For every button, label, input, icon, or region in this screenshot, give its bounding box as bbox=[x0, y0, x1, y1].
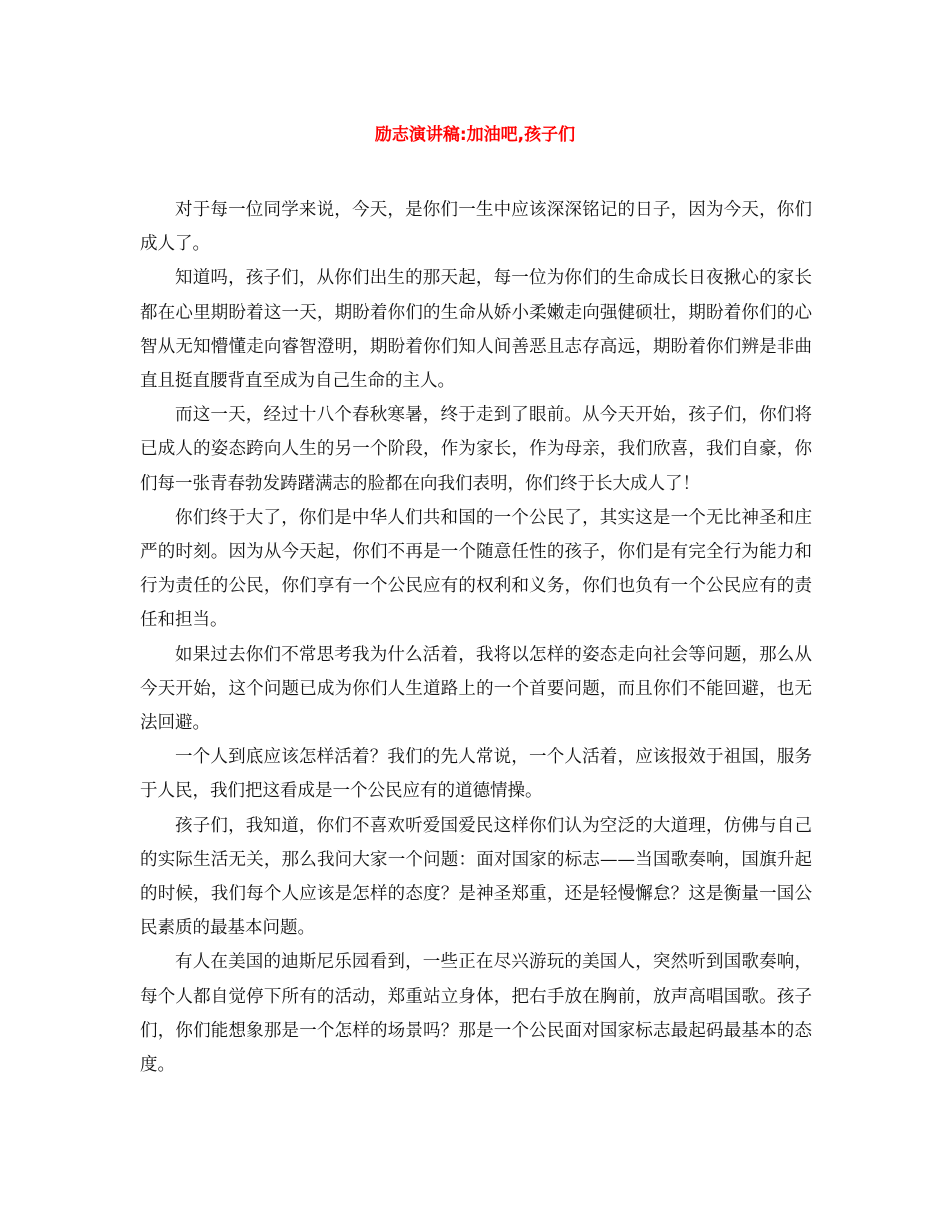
paragraph-8: 有人在美国的迪斯尼乐园看到，一些正在尽兴游玩的美国人，突然听到国歌奏响，每个人都自觉停下所有的活动，郑重站立身体，把右手放在胸前，放声高唱国歌。孩子们，你们能想象那是一个怎样的场景吗？那是一个公民面对国家标志最起码最基本的态度。 bbox=[140, 952, 812, 1076]
document-title: 励志演讲稿:加油吧,孩子们 bbox=[374, 125, 576, 145]
paragraph-6: 一个人到底应该怎样活着？我们的先人常说，一个人活着，应该报效于祖国，服务于人民，我们把这看成是一个公民应有的道德情操。 bbox=[140, 747, 812, 802]
paragraph-3: 而这一天，经过十八个春秋寒暑，终于走到了眼前。从今天开始，孩子们，你们将已成人的姿态跨向人生的另一个阶段，作为家长，作为母亲，我们欣喜，我们自豪，你们每一张青春勃发踌躇满志的脸都在向我们表明，你们终于长大成人了！ bbox=[140, 405, 812, 494]
paragraph-2: 知道吗，孩子们，从你们出生的那天起，每一位为你们的生命成长日夜揪心的家长都在心里期盼着这一天，期盼着你们的生命从娇小柔嫩走向强健硕壮，期盼着你们的心智从无知懵懂走向睿智澄明，期盼着你们知人间善恶且志存高远，期盼着你们辨是非曲直且挺直腰背直至成为自己生命的主人。 bbox=[140, 268, 812, 392]
document-body bbox=[140, 193, 812, 1082]
paragraph-5: 如果过去你们不常思考我为什么活着，我将以怎样的姿态走向社会等问题，那么从今天开始，这个问题已成为你们人生道路上的一个首要问题，而且你们不能回避，也无法回避。 bbox=[140, 644, 812, 734]
paragraph-7: 孩子们，我知道，你们不喜欢听爱国爱民这样你们认为空泛的大道理，仿佛与自己的实际生活无关，那么我问大家一个问题：面对国家的标志——当国歌奏响，国旗升起的时候，我们每个人应该是怎样的态度？是神圣郑重，还是轻慢懈怠？这是衡量一国公民素质的最基本问题。 bbox=[140, 815, 812, 939]
paragraph-1: 对于每一位同学来说，今天，是你们一生中应该深深铭记的日子，因为今天，你们成人了。 bbox=[140, 200, 812, 255]
paragraph-4: 你们终于大了，你们是中华人们共和国的一个公民了，其实这是一个无比神圣和庄严的时刻。因为从今天起，你们不再是一个随意任性的孩子，你们是有完全行为能力和行为责任的公民，你们享有一个公民应有的权利和义务，你们也负有一个公民应有的责任和担当。 bbox=[140, 507, 812, 631]
